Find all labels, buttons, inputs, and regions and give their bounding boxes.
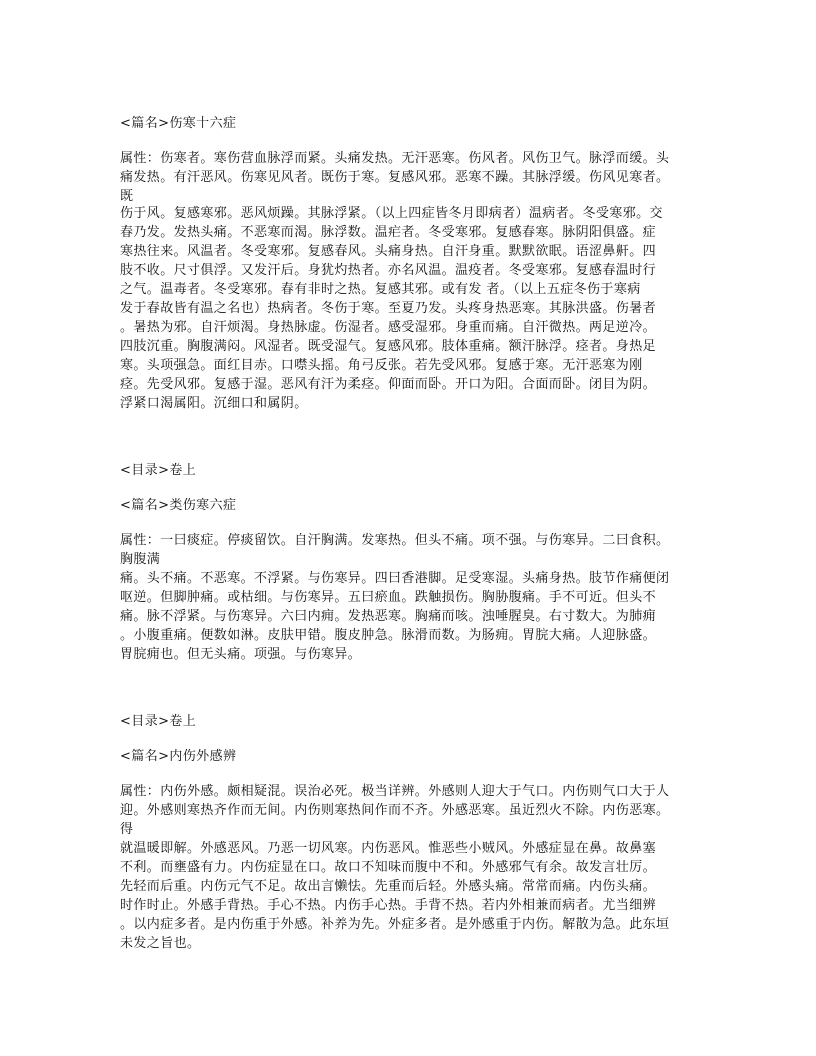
- text-line: 。小腹重痛。便数如淋。皮肤甲错。腹皮肿急。脉滑而数。为肠痈。胃脘大痛。人迎脉盛。: [120, 628, 657, 643]
- text-line: 先轻而后重。内伤元气不足。故出言懒怯。先重而后轻。外感头痛。常常而痛。内伤头痛。: [120, 879, 657, 894]
- text-line: 寒。头项强急。面红目赤。口噤头摇。角弓反张。若先受风邪。复感于寒。无汗恶寒为刚: [120, 358, 643, 373]
- text-line: 属性：内伤外感。颇相疑混。误治必死。极当详辨。外感则人迎大于气口。内伤则气口大于人: [120, 784, 670, 799]
- text-line: 得: [120, 822, 134, 837]
- text-line: 痛。头不痛。不恶寒。不浮紧。与伤寒异。四曰香港脚。足受寒湿。头痛身热。肢节作痛便闭: [120, 571, 670, 586]
- text-line: 寒热往来。风温者。冬受寒邪。复感春风。头痛身热。自汗身重。默默欲眠。语涩鼻鼾。四: [120, 244, 657, 259]
- text-line: 属性：一曰痰症。停痰留饮。自汗胸满。发寒热。但头不痛。项不强。与伤寒异。二曰食积。: [120, 533, 670, 548]
- text-line: 呕逆。但脚肿痛。或枯细。与伤寒异。五曰瘀血。跌触损伤。胸胁腹痛。手不可近。但头不: [120, 590, 657, 605]
- text-line: 胸腹满: [120, 552, 161, 567]
- text-line: 痛发热。有汗恶风。伤寒见风者。既伤于寒。复感风邪。恶寒不躁。其脉浮缓。伤风见寒者。: [120, 170, 670, 185]
- text-line: 发于春故皆有温之名也）热病者。冬伤于寒。至夏乃发。头疼身热恶寒。其脉洪盛。伤暑者: [120, 301, 657, 316]
- text-line: 属性：伤寒者。寒伤营血脉浮而紧。头痛发热。无汗恶寒。伤风者。风伤卫气。脉浮而缓。头: [120, 151, 670, 166]
- text-line: 胃脘痈也。但无头痛。项强。与伤寒异。: [120, 647, 362, 662]
- text-line: 迎。外感则寒热齐作而无间。内伤则寒热间作而不齐。外感恶寒。虽近烈火不除。内伤恶寒。: [120, 803, 670, 818]
- text-line: 时作时止。外感手背热。手心不热。内伤手心热。手背不热。若内外相兼而病者。尤当细辨: [120, 898, 657, 913]
- catalog-heading: <目录>卷上: [120, 714, 197, 729]
- text-line: 不利。而壅盛有力。内伤症显在口。故口不知味而腹中不和。外感邪气有余。故发言壮厉。: [120, 860, 657, 875]
- text-line: 浮紧口渴属阳。沉细口和属阴。: [120, 396, 308, 411]
- text-line: 痛。脉不浮紧。与伤寒异。六曰内痈。发热恶寒。胸痛而咳。浊唾腥臭。右寸数大。为肺痈: [120, 609, 657, 624]
- text-line: 既: [120, 189, 134, 204]
- text-line: 痉。先受风邪。复感于湿。恶风有汗为柔痉。仰面而卧。开口为阳。合面而卧。闭目为阴。: [120, 377, 657, 392]
- text-line: 。以内症多者。是内伤重于外感。补养为先。外症多者。是外感重于内伤。解散为急。此东垣: [120, 917, 670, 932]
- section-title: <篇名>类伤寒六症: [120, 498, 237, 513]
- catalog-heading: <目录>卷上: [120, 463, 197, 478]
- text-line: 伤于风。复感寒邪。恶风烦躁。其脉浮紧。（以上四症皆冬月即病者）温病者。冬受寒邪。交: [120, 206, 663, 221]
- text-line: 春乃发。发热头痛。不恶寒而渴。脉浮数。温疟者。冬受寒邪。复感春寒。脉阴阳俱盛。症: [120, 225, 657, 240]
- text-line: 肢不收。尺寸俱浮。又发汗后。身犹灼热者。亦名风温。温疫者。冬受寒邪。复感春温时行: [120, 263, 657, 278]
- section-title: <篇名>伤寒十六症: [120, 116, 237, 131]
- text-line: 。暑热为邪。自汗烦渴。身热脉虚。伤湿者。感受湿邪。身重而痛。自汗微热。两足逆冷。: [120, 320, 657, 335]
- text-line: 四肢沉重。胸腹满闷。风湿者。既受湿气。复感风邪。肢体重痛。额汗脉浮。痉者。身热足: [120, 339, 657, 354]
- text-line: 之气。温毒者。冬受寒邪。春有非时之热。复感其邪。或有发 者。（以上五症冬伤于寒病: [120, 282, 641, 297]
- text-line: 就温暖即解。外感恶风。乃恶一切风寒。内伤恶风。惟恶些小贼风。外感症显在鼻。故鼻塞: [120, 841, 657, 856]
- section-title: <篇名>内伤外感辨: [120, 749, 237, 764]
- text-line: 未发之旨也。: [120, 936, 201, 951]
